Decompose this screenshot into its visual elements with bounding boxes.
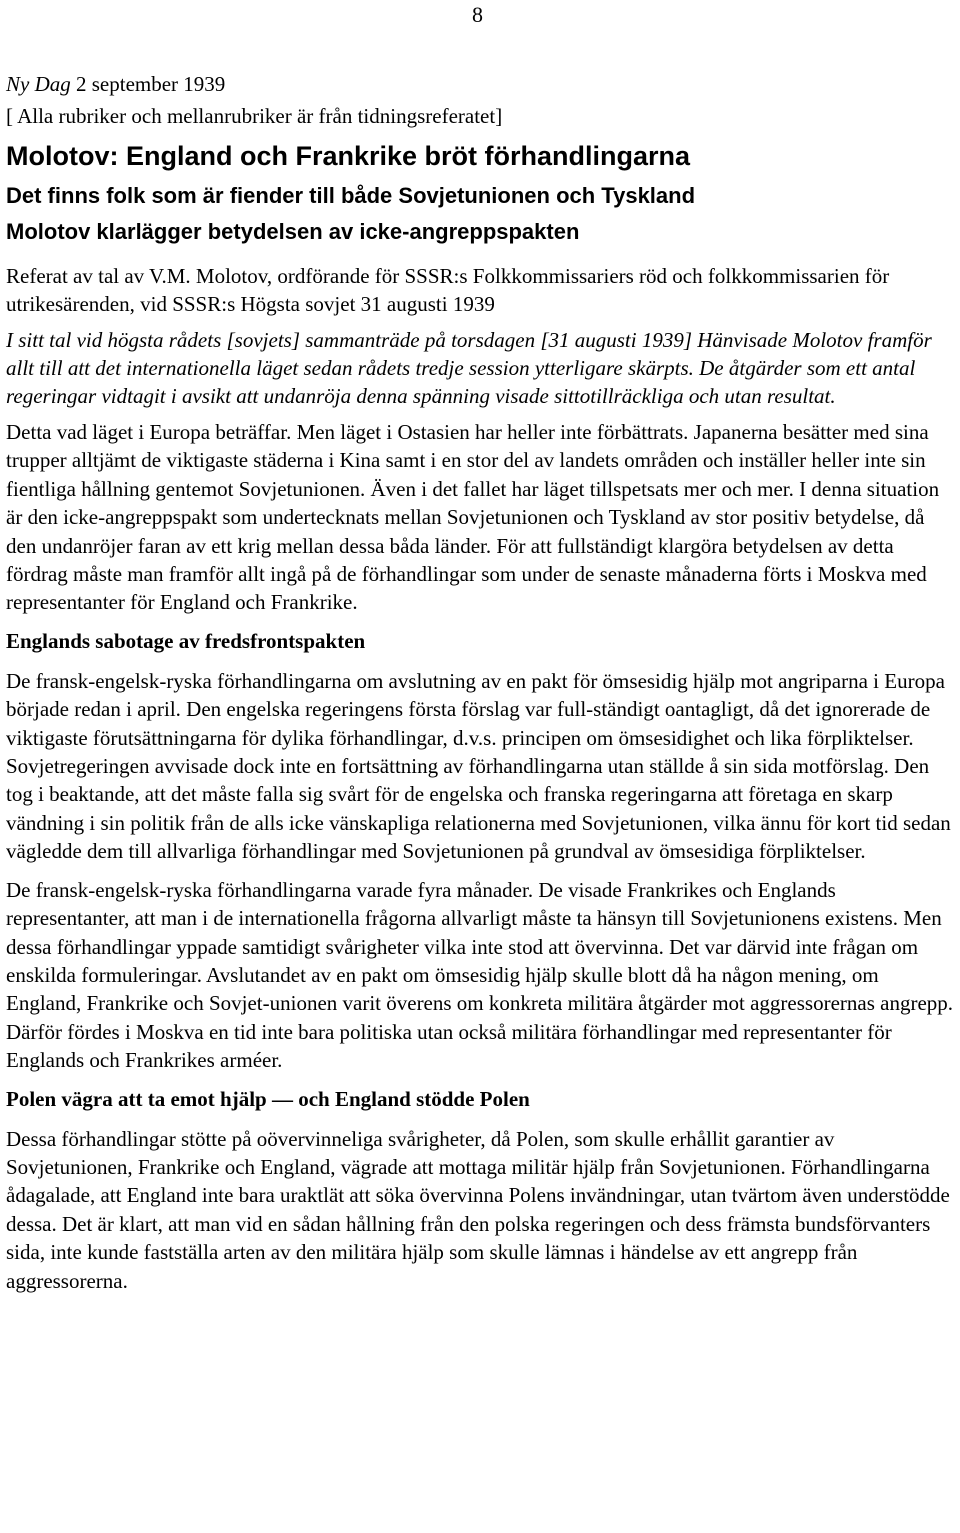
body-paragraph: Detta vad läget i Europa beträffar. Men läget i Ostasien har heller inte förbättrats. Japanerna besätter med sina trupper alltjämt de viktigaste städerna i Kina samt i en stor del av landets områden och inställer heller inte sin fientliga hållning gentemot Sovjetunionen. Även i det fallet har läget tillspetsats mer och mer. I denna situation är den icke-angreppspakt som undertecknats mellan Sovjetunionen och Tyskland av stor positiv betydelse, då den undanröjer faran av ett krig mellan dessa båda länder. För att fullständigt klargöra betydelsen av detta fördrag måste man framför allt ingå på de förhandlingar som under de senaste månaderna förts i Moskva med representanter för England och Frankrike.	[6, 420, 940, 615]
intro-paragraph: I sitt tal vid högsta rådets [sovjets] sammanträde på torsdagen [31 augusti 1939] Hänvisade Molotov framför allt till att det internationella läget sedan rådets tredje session ytterligare skärpts. De åtgärder som ett antal regeringar vidtagit i avsikt att undanröja denna spänning visade sittotillräckliga och utan resultat.	[6, 328, 932, 408]
page-number: 8	[472, 2, 483, 27]
section-heading: Polen vägra att ta emot hjälp — och England stödde Polen	[6, 1086, 530, 1111]
publication-date: 2 september 1939	[76, 72, 226, 96]
source-line	[6, 70, 956, 98]
section-heading: Englands sabotage av fredsfrontspakten	[6, 628, 366, 653]
speech-reference: Referat av tal av V.M. Molotov, ordförande för SSSR:s Folkkommissariers röd och folkkommissarien för utrikesärenden, vid SSSR:s Högsta sovjet 31 augusti 1939	[6, 264, 890, 316]
editorial-note: [ Alla rubriker och mellanrubriker är från tidningsreferatet]	[6, 104, 503, 128]
document-body	[6, 70, 956, 1305]
main-headline: Molotov: England och Frankrike bröt förhandlingarna	[6, 141, 691, 171]
subheadline: Molotov klarlägger betydelsen av icke-angreppspakten	[6, 219, 580, 244]
body-paragraph: De fransk-engelsk-ryska förhandlingarna varade fyra månader. De visade Frankrikes och Englands representanter, att man i de internationella frågorna allvarligt måste ta hänsyn till Sovjetunionens existens. Men dessa förhandlingar yppade samtidigt svårigheter vilka inte stod att övervinna. Det var därvid inte frågan om enskilda formuleringar. Avslutandet av en pakt om ömsesidig hjälp skulle blott då ha någon mening, om England, Frankrike och Sovjet-unionen varit överens om konkreta militära åtgärder mot aggressorernas angrepp. Därför fördes i Moskva en tid inte bara politiska utan också militära förhandlingar med representanter för Englands och Frankrikes arméer.	[6, 877, 954, 1073]
body-paragraph: De fransk-engelsk-ryska förhandlingarna om avslutning av en pakt för ömsesidig hjälp mot angriparna i Europa började redan i april. Den engelska regeringens första förslag var full-ständigt oantagligt, då det ignorerade de viktigaste förutsättningarna för dylika förhandlingar, d.v.s. principen om ömsesidighet och lika förpliktelser. Sovjetregeringen avvisade dock inte en fortsättning av förhandlingarna utan ställde å sin sida motförslag. Den tog i beaktande, att det måste falla sig svårt för de engelska och franska regeringarna att företaga en skarp vändning i sin politik från de alls icke vänskapliga relationerna med Sovjetunionen, vilka ännu för kort tid sedan vägledde dem till allvarliga förhandlingar med Sovjetunionen på grundval av ömsesidiga förpliktelser.	[6, 668, 951, 864]
newspaper-name: Ny Dag	[6, 72, 71, 96]
body-paragraph: Dessa förhandlingar stötte på oövervinneliga svårigheter, då Polen, som skulle erhållit garantier av Sovjetunionen, Frankrike och England, vägrade att mottaga militär hjälp från Sovjetunionen. Förhandlingarna ådagalade, att England inte bara uraktlät att söka övervinna Polens invändningar, utan tvärtom även understödde dessa. Det är klart, att man vid en sådan hållning från den polska regeringen och dess främsta bundsförvanters sida, inte kunde fastställa arten av den militära hjälp som skulle lämnas i händelse av ett angrepp från aggressorerna.	[6, 1126, 950, 1293]
subheadline: Det finns folk som är fiender till både Sovjetunionen och Tyskland	[6, 183, 696, 208]
